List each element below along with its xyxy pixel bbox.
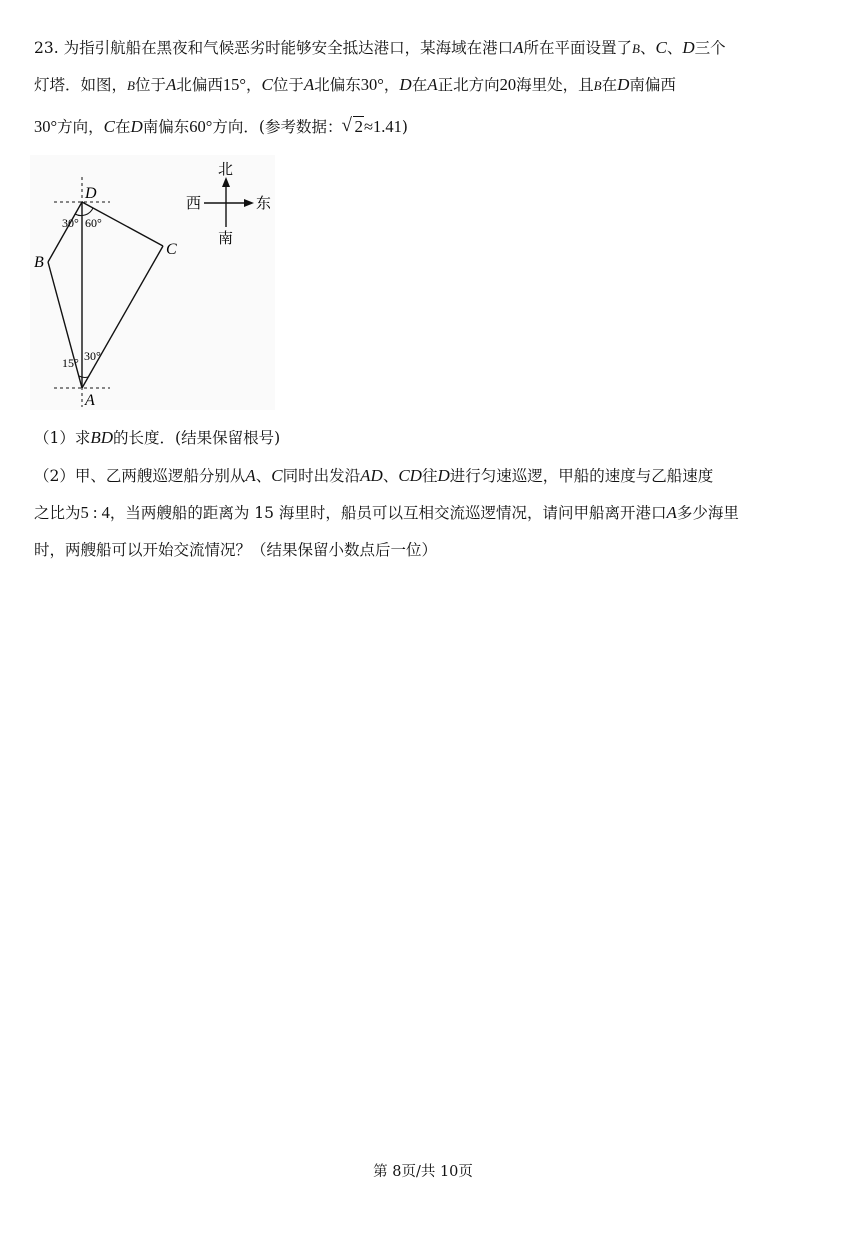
point-label: B — [593, 78, 602, 93]
problem-text: ， — [383, 76, 400, 94]
sqrt-expression — [342, 117, 364, 137]
problem-text: 在 — [114, 118, 131, 136]
problem-line-1 — [34, 36, 816, 58]
angle-value: 15° — [222, 75, 246, 94]
question-text: 多少海里 — [676, 504, 739, 522]
segment-label: AD — [360, 466, 383, 485]
point-label: B — [632, 41, 640, 56]
problem-text: 、 — [666, 39, 683, 57]
question-2-line-2 — [34, 501, 816, 523]
question-text: 进行匀速巡逻，甲船的速度与乙船速度 — [449, 467, 714, 485]
problem-text: 、 — [639, 39, 656, 57]
point-label: A — [513, 38, 524, 57]
problem-text: 海里处，且 — [516, 76, 594, 94]
point-label-d: D — [85, 185, 97, 202]
point-label-a: A — [85, 392, 95, 409]
compass-north-label: 北 — [218, 162, 234, 178]
point-label: C — [271, 466, 283, 485]
sqrt-radicand: 2 — [354, 117, 363, 136]
problem-text: 三个 — [694, 39, 726, 57]
point-label: C — [655, 38, 667, 57]
point-label: D — [399, 75, 412, 94]
question-2-line-1 — [34, 464, 816, 486]
question-text: 、 — [382, 467, 399, 485]
point-label: C — [103, 117, 115, 136]
compass-east-label: 东 — [256, 196, 272, 212]
point-label: A — [165, 75, 177, 94]
point-label: D — [682, 38, 695, 57]
angle-value: 60° — [189, 117, 213, 136]
problem-text: 北偏西 — [176, 76, 223, 94]
problem-text: 南偏西 — [629, 76, 676, 94]
point-label: D — [130, 117, 143, 136]
north-arrow-icon — [222, 177, 230, 187]
problem-text: ) — [401, 118, 408, 136]
question-1 — [34, 426, 816, 448]
page-number: 第 8页/共 10页 — [373, 1164, 473, 1180]
point-label: B — [127, 78, 135, 93]
question-text: 往 — [421, 467, 438, 485]
angle-label-a-left: 15° — [62, 356, 79, 370]
problem-text: 在 — [411, 76, 428, 94]
point-label: A — [427, 75, 438, 94]
angle-label-d-right: 60° — [85, 216, 102, 230]
segment-label: BD — [90, 428, 114, 447]
point-label: A — [303, 75, 315, 94]
angle-value: 30° — [34, 117, 58, 136]
compass-west-label: 西 — [186, 196, 202, 212]
problem-text: ， — [246, 76, 262, 94]
question-text: （2）甲、乙两艘巡逻船分别从 — [34, 467, 246, 485]
east-arrow-icon — [244, 199, 254, 207]
problem-text: 位于 — [134, 76, 166, 94]
angle-label-d-left: 30° — [62, 216, 79, 230]
compass-south-label: 南 — [218, 231, 234, 247]
problem-text: 方向， — [57, 118, 104, 136]
ratio-value: 5 : 4 — [80, 503, 110, 522]
angle-value: 30° — [360, 75, 384, 94]
compass-rose — [180, 155, 280, 250]
question-text: 时，两艘船可以开始交流情况？（结果保留小数点后一位） — [34, 541, 438, 559]
point-label: D — [437, 466, 450, 485]
point-label: A — [245, 466, 256, 485]
question-text: 、 — [255, 467, 272, 485]
segment-label: CD — [398, 466, 422, 485]
problem-text: 北偏东 — [314, 76, 361, 94]
problem-text: 方向．(参考数据： — [212, 118, 343, 136]
problem-text: 灯塔．如图， — [34, 76, 128, 94]
problem-text: 南偏东 — [142, 118, 190, 136]
approx-sign: ≈ — [363, 117, 374, 136]
point-label: A — [666, 503, 677, 522]
question-text: ，当两艘船的距离为 15 海里时，船员可以互相交流巡逻情况，请问甲船离开港口 — [109, 504, 667, 522]
problem-line-3 — [34, 115, 816, 137]
question-text: 同时出发沿 — [282, 467, 361, 485]
question-text: 之比为 — [34, 504, 81, 522]
point-label: D — [617, 75, 630, 94]
question-text: （1）求 — [34, 429, 91, 447]
problem-text: 正北方向 — [437, 76, 500, 94]
point-label-c: C — [166, 241, 177, 258]
problem-text: 位于 — [272, 76, 304, 94]
question-text: 的长度．(结果保留根号) — [113, 429, 281, 447]
problem-line-2 — [34, 73, 816, 95]
approx-value: 1.41 — [373, 117, 402, 136]
problem-text: 23. 为指引航船在黑夜和气候恶劣时能够安全抵达港口，某海域在港口 — [34, 39, 514, 57]
problem-text: 在 — [601, 76, 618, 94]
problem-text: 所在平面设置了 — [523, 39, 632, 57]
question-2-line-3 — [34, 538, 816, 560]
point-label-b: B — [34, 254, 44, 271]
distance-value: 20 — [499, 75, 517, 94]
point-label: C — [261, 75, 273, 94]
angle-label-a-right: 30° — [84, 349, 101, 363]
